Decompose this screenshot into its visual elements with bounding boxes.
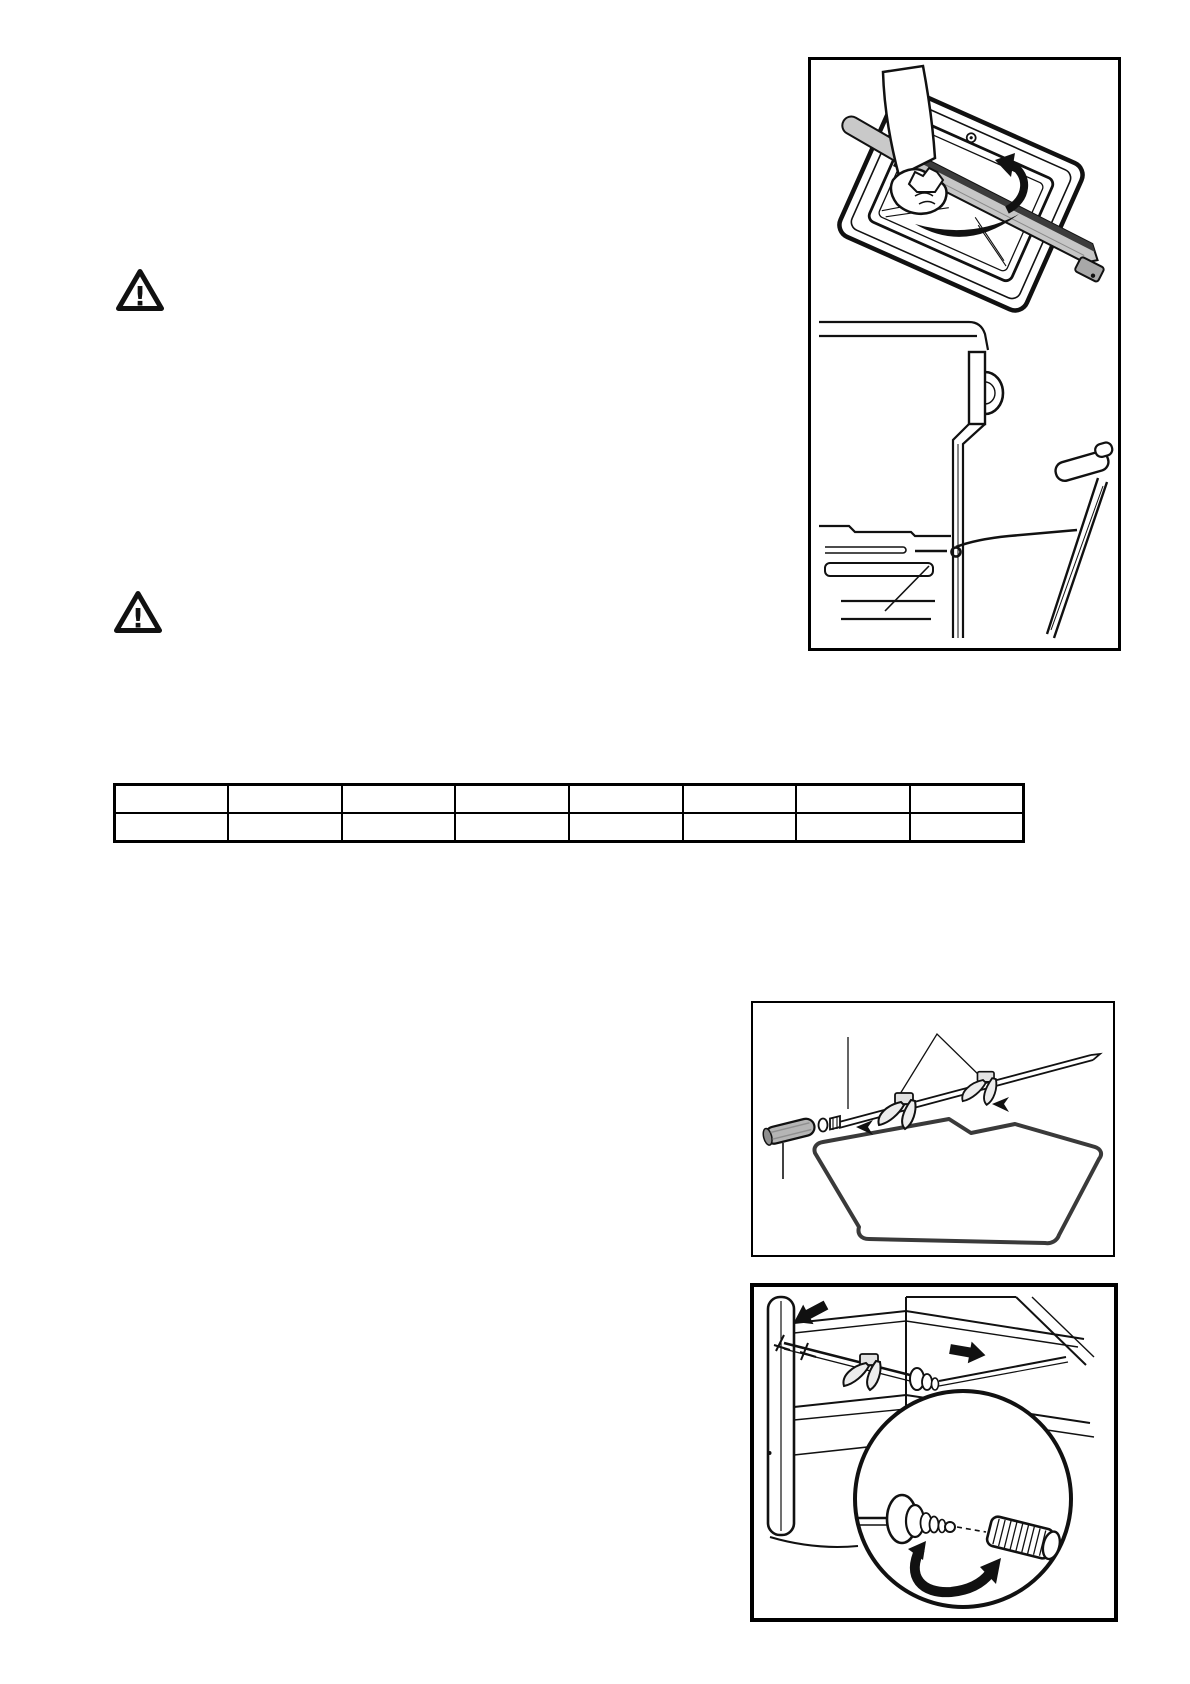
rotisserie-mounted-in-oven-figure bbox=[750, 1283, 1118, 1622]
table-row bbox=[115, 785, 1024, 814]
table-cell bbox=[455, 813, 569, 842]
table-row bbox=[115, 813, 1024, 842]
table-cell bbox=[796, 813, 910, 842]
control-knob bbox=[985, 372, 1003, 414]
table-cell bbox=[115, 785, 229, 814]
cooker-side-view bbox=[819, 322, 1003, 638]
table-cell bbox=[342, 785, 456, 814]
warning-icon bbox=[114, 590, 162, 634]
table-cell bbox=[910, 813, 1024, 842]
warning-icon bbox=[116, 268, 164, 312]
oven-door-inner-panel-removal-figure bbox=[808, 57, 1121, 651]
spit-collar bbox=[819, 1116, 841, 1132]
table-cell bbox=[796, 785, 910, 814]
empty-data-table bbox=[113, 783, 1025, 843]
magnifier-circle bbox=[855, 1391, 1071, 1607]
table-cell bbox=[683, 813, 797, 842]
warning-exclamation: ! bbox=[131, 603, 145, 634]
drip-tray bbox=[814, 1119, 1101, 1243]
slide-arrow bbox=[992, 1097, 1009, 1112]
spit-fork bbox=[962, 1072, 996, 1105]
table-cell bbox=[683, 785, 797, 814]
spit-in-cavity bbox=[774, 1335, 1068, 1390]
table-cell bbox=[569, 785, 683, 814]
table-cell bbox=[342, 813, 456, 842]
panel-bracket bbox=[1074, 256, 1104, 282]
table-cell bbox=[228, 813, 342, 842]
table-cell bbox=[910, 785, 1024, 814]
direction-arrow bbox=[789, 1295, 831, 1331]
table-cell bbox=[115, 813, 229, 842]
warning-exclamation: ! bbox=[133, 281, 147, 312]
retaining-wire bbox=[915, 530, 1077, 557]
spit-fork bbox=[879, 1093, 916, 1129]
spit-handle bbox=[762, 1117, 817, 1146]
table-cell bbox=[228, 785, 342, 814]
table-cell bbox=[455, 785, 569, 814]
table-cell bbox=[569, 813, 683, 842]
direction-arrow bbox=[948, 1338, 987, 1366]
support-rod bbox=[1047, 441, 1117, 638]
rotisserie-spit-and-drip-tray-figure bbox=[751, 1001, 1115, 1257]
